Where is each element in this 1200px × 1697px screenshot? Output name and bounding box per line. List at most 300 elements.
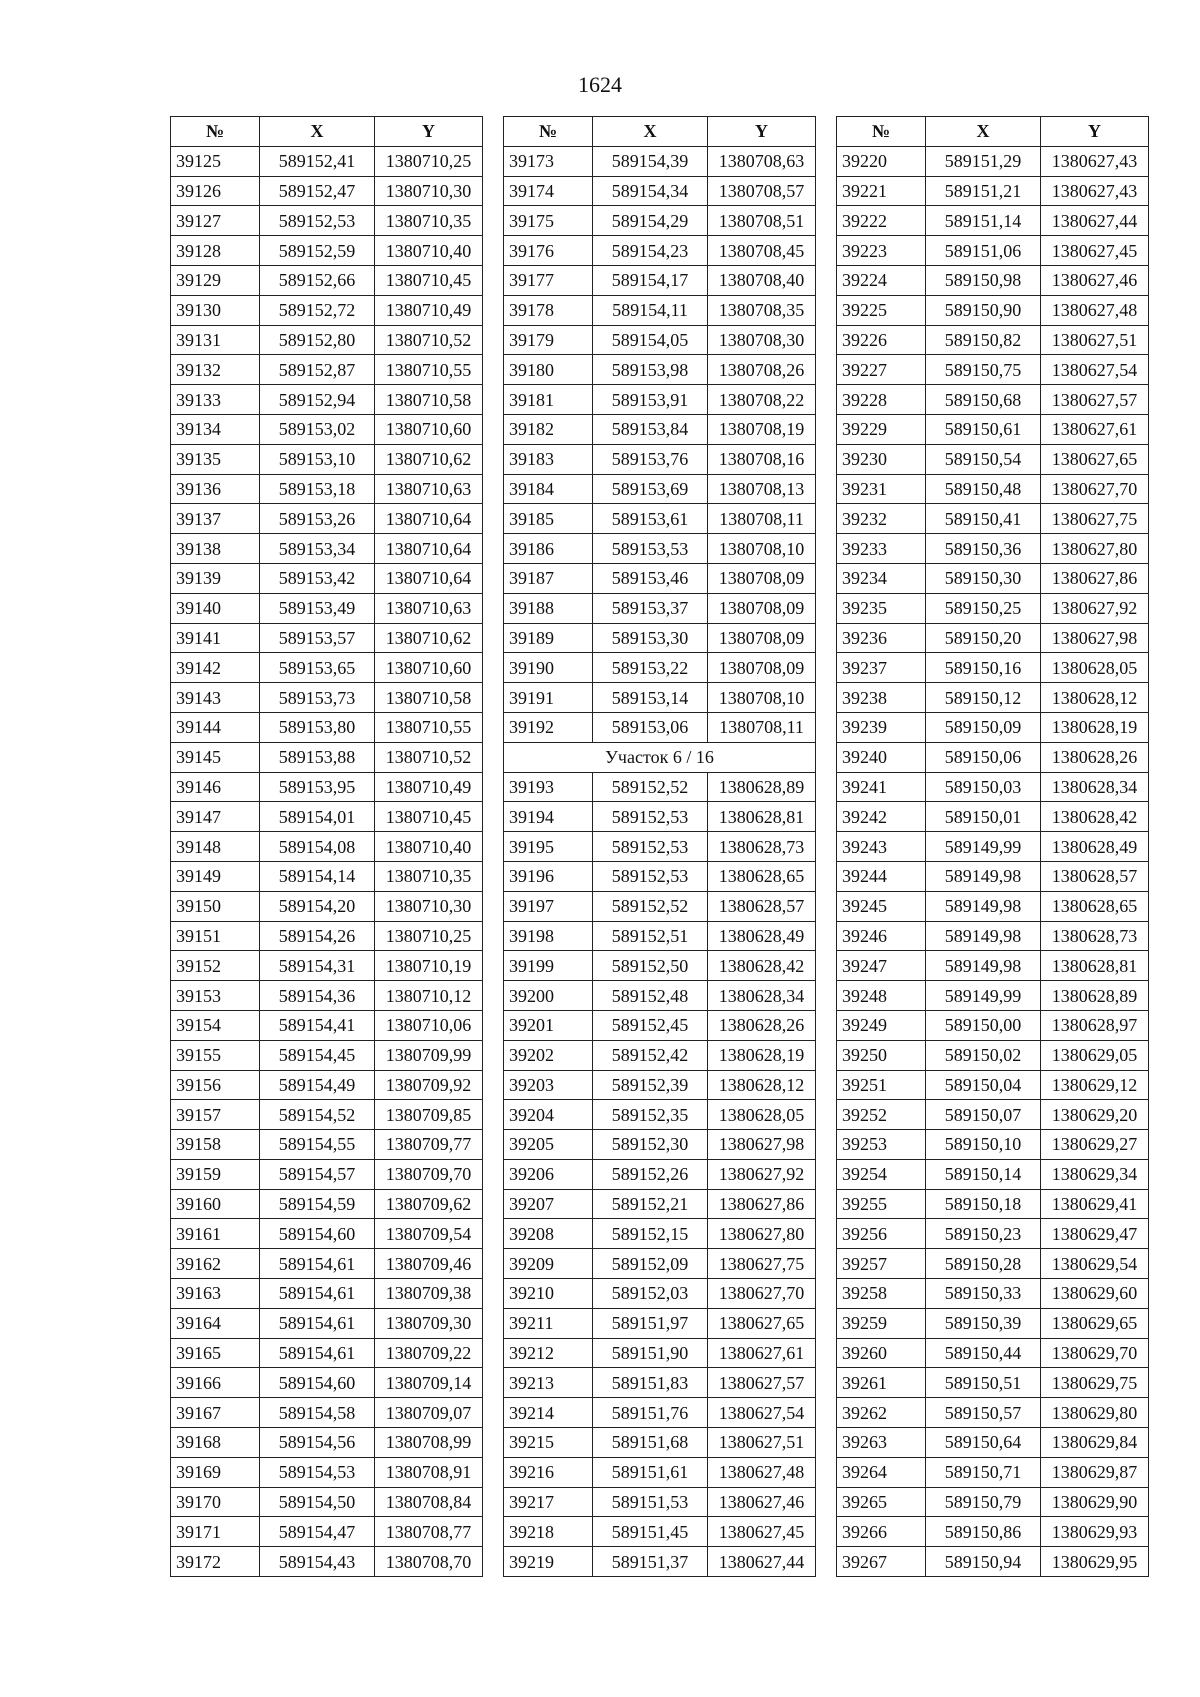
x-coordinate: 589153,37: [593, 593, 708, 623]
x-coordinate: 589154,31: [260, 951, 375, 981]
point-number: 39172: [171, 1547, 260, 1577]
table-row: [171, 1338, 483, 1368]
point-number: 39192: [504, 712, 593, 742]
table-row: [837, 265, 1149, 295]
y-coordinate: 1380627,48: [708, 1457, 816, 1487]
point-number: 39197: [504, 891, 593, 921]
point-number: 39209: [504, 1249, 593, 1279]
y-coordinate: 1380629,60: [1041, 1279, 1149, 1309]
point-number: 39238: [837, 683, 926, 713]
x-coordinate: 589152,30: [593, 1130, 708, 1160]
y-coordinate: 1380629,05: [1041, 1040, 1149, 1070]
point-number: 39204: [504, 1100, 593, 1130]
table-row: [171, 1010, 483, 1040]
point-number: 39255: [837, 1189, 926, 1219]
point-number: 39249: [837, 1010, 926, 1040]
point-number: 39265: [837, 1487, 926, 1517]
y-coordinate: 1380710,63: [375, 474, 483, 504]
table-row: [171, 712, 483, 742]
table-row: [837, 951, 1149, 981]
header-number: №: [171, 117, 260, 147]
point-number: 39134: [171, 414, 260, 444]
point-number: 39218: [504, 1517, 593, 1547]
point-number: 39259: [837, 1308, 926, 1338]
y-coordinate: 1380710,55: [375, 712, 483, 742]
x-coordinate: 589153,84: [593, 414, 708, 444]
y-coordinate: 1380710,30: [375, 891, 483, 921]
table-row: [504, 1428, 816, 1458]
point-number: 39252: [837, 1100, 926, 1130]
y-coordinate: 1380628,73: [1041, 921, 1149, 951]
x-coordinate: 589152,45: [593, 1010, 708, 1040]
point-number: 39175: [504, 206, 593, 236]
table-row: [171, 861, 483, 891]
y-coordinate: 1380627,75: [1041, 504, 1149, 534]
y-coordinate: 1380708,70: [375, 1547, 483, 1577]
table-row: [504, 236, 816, 266]
x-coordinate: 589150,39: [926, 1308, 1041, 1338]
table-row: [504, 1100, 816, 1130]
x-coordinate: 589152,80: [260, 325, 375, 355]
y-coordinate: 1380628,26: [708, 1010, 816, 1040]
point-number: 39165: [171, 1338, 260, 1368]
point-number: 39177: [504, 265, 593, 295]
table-row: [171, 355, 483, 385]
y-coordinate: 1380628,19: [708, 1040, 816, 1070]
point-number: 39220: [837, 146, 926, 176]
x-coordinate: 589150,48: [926, 474, 1041, 504]
y-coordinate: 1380708,11: [708, 712, 816, 742]
point-number: 39187: [504, 563, 593, 593]
y-coordinate: 1380708,09: [708, 623, 816, 653]
y-coordinate: 1380628,81: [1041, 951, 1149, 981]
x-coordinate: 589151,14: [926, 206, 1041, 236]
y-coordinate: 1380710,06: [375, 1010, 483, 1040]
point-number: 39147: [171, 802, 260, 832]
x-coordinate: 589152,59: [260, 236, 375, 266]
y-coordinate: 1380627,92: [708, 1159, 816, 1189]
x-coordinate: 589150,98: [926, 265, 1041, 295]
y-coordinate: 1380709,46: [375, 1249, 483, 1279]
x-coordinate: 589152,66: [260, 265, 375, 295]
y-coordinate: 1380709,85: [375, 1100, 483, 1130]
y-coordinate: 1380628,73: [708, 832, 816, 862]
point-number: 39228: [837, 385, 926, 415]
y-coordinate: 1380627,44: [1041, 206, 1149, 236]
y-coordinate: 1380710,12: [375, 981, 483, 1011]
y-coordinate: 1380627,57: [708, 1368, 816, 1398]
table-row: [171, 1547, 483, 1577]
table-row: [837, 742, 1149, 772]
y-coordinate: 1380627,65: [1041, 444, 1149, 474]
point-number: 39199: [504, 951, 593, 981]
y-coordinate: 1380627,54: [1041, 355, 1149, 385]
point-number: 39247: [837, 951, 926, 981]
x-coordinate: 589153,18: [260, 474, 375, 504]
point-number: 39138: [171, 534, 260, 564]
point-number: 39245: [837, 891, 926, 921]
point-number: 39217: [504, 1487, 593, 1517]
y-coordinate: 1380627,61: [708, 1338, 816, 1368]
x-coordinate: 589152,09: [593, 1249, 708, 1279]
x-coordinate: 589150,12: [926, 683, 1041, 713]
y-coordinate: 1380627,51: [708, 1428, 816, 1458]
y-coordinate: 1380629,84: [1041, 1428, 1149, 1458]
table-row: [504, 1279, 816, 1309]
point-number: 39170: [171, 1487, 260, 1517]
table-row: [837, 772, 1149, 802]
table-row: [837, 1487, 1149, 1517]
table-row: [837, 1428, 1149, 1458]
y-coordinate: 1380629,80: [1041, 1398, 1149, 1428]
y-coordinate: 1380627,86: [1041, 563, 1149, 593]
table-row: [837, 1159, 1149, 1189]
table-row: [837, 504, 1149, 534]
point-number: 39234: [837, 563, 926, 593]
x-coordinate: 589151,90: [593, 1338, 708, 1368]
y-coordinate: 1380708,40: [708, 265, 816, 295]
table-row: [504, 951, 816, 981]
y-coordinate: 1380627,43: [1041, 146, 1149, 176]
point-number: 39221: [837, 176, 926, 206]
point-number: 39144: [171, 712, 260, 742]
header-x: X: [260, 117, 375, 147]
point-number: 39137: [171, 504, 260, 534]
x-coordinate: 589154,08: [260, 832, 375, 862]
point-number: 39131: [171, 325, 260, 355]
table-row: [504, 1398, 816, 1428]
point-number: 39194: [504, 802, 593, 832]
x-coordinate: 589150,94: [926, 1547, 1041, 1577]
x-coordinate: 589152,51: [593, 921, 708, 951]
x-coordinate: 589150,14: [926, 1159, 1041, 1189]
y-coordinate: 1380710,35: [375, 861, 483, 891]
x-coordinate: 589151,45: [593, 1517, 708, 1547]
x-coordinate: 589150,41: [926, 504, 1041, 534]
x-coordinate: 589153,69: [593, 474, 708, 504]
point-number: 39244: [837, 861, 926, 891]
y-coordinate: 1380629,95: [1041, 1547, 1149, 1577]
x-coordinate: 589154,45: [260, 1040, 375, 1070]
point-number: 39167: [171, 1398, 260, 1428]
x-coordinate: 589154,59: [260, 1189, 375, 1219]
x-coordinate: 589154,26: [260, 921, 375, 951]
table-row: [171, 1159, 483, 1189]
table-row: [171, 802, 483, 832]
y-coordinate: 1380708,99: [375, 1428, 483, 1458]
table-row: [504, 206, 816, 236]
x-coordinate: 589151,61: [593, 1457, 708, 1487]
table-row: [837, 1279, 1149, 1309]
table-row: [504, 414, 816, 444]
point-number: 39262: [837, 1398, 926, 1428]
point-number: 39125: [171, 146, 260, 176]
y-coordinate: 1380708,19: [708, 414, 816, 444]
table-row: [171, 1308, 483, 1338]
point-number: 39156: [171, 1070, 260, 1100]
table-row: [171, 623, 483, 653]
table-row: [837, 534, 1149, 564]
y-coordinate: 1380629,87: [1041, 1457, 1149, 1487]
point-number: 39212: [504, 1338, 593, 1368]
y-coordinate: 1380629,54: [1041, 1249, 1149, 1279]
y-coordinate: 1380628,57: [1041, 861, 1149, 891]
x-coordinate: 589152,41: [260, 146, 375, 176]
y-coordinate: 1380708,51: [708, 206, 816, 236]
x-coordinate: 589154,11: [593, 295, 708, 325]
x-coordinate: 589152,39: [593, 1070, 708, 1100]
y-coordinate: 1380628,34: [708, 981, 816, 1011]
point-number: 39145: [171, 742, 260, 772]
point-number: 39225: [837, 295, 926, 325]
y-coordinate: 1380708,10: [708, 534, 816, 564]
x-coordinate: 589152,15: [593, 1219, 708, 1249]
point-number: 39205: [504, 1130, 593, 1160]
y-coordinate: 1380710,40: [375, 236, 483, 266]
x-coordinate: 589152,35: [593, 1100, 708, 1130]
x-coordinate: 589150,10: [926, 1130, 1041, 1160]
y-coordinate: 1380710,49: [375, 295, 483, 325]
table-row: [837, 385, 1149, 415]
y-coordinate: 1380710,30: [375, 176, 483, 206]
y-coordinate: 1380627,57: [1041, 385, 1149, 415]
x-coordinate: 589154,01: [260, 802, 375, 832]
y-coordinate: 1380627,45: [708, 1517, 816, 1547]
header-number: №: [504, 117, 593, 147]
point-number: 39186: [504, 534, 593, 564]
x-coordinate: 589153,91: [593, 385, 708, 415]
y-coordinate: 1380628,12: [708, 1070, 816, 1100]
x-coordinate: 589153,30: [593, 623, 708, 653]
table-row: [837, 206, 1149, 236]
table-row: [504, 772, 816, 802]
table-row: [837, 325, 1149, 355]
x-coordinate: 589152,50: [593, 951, 708, 981]
x-coordinate: 589150,23: [926, 1219, 1041, 1249]
y-coordinate: 1380627,98: [1041, 623, 1149, 653]
x-coordinate: 589153,42: [260, 563, 375, 593]
point-number: 39242: [837, 802, 926, 832]
y-coordinate: 1380710,58: [375, 385, 483, 415]
point-number: 39176: [504, 236, 593, 266]
table-row: [837, 563, 1149, 593]
y-coordinate: 1380709,30: [375, 1308, 483, 1338]
x-coordinate: 589154,29: [593, 206, 708, 236]
header-x: X: [593, 117, 708, 147]
table-row: [837, 981, 1149, 1011]
point-number: 39129: [171, 265, 260, 295]
y-coordinate: 1380628,89: [1041, 981, 1149, 1011]
table-row: [171, 176, 483, 206]
x-coordinate: 589152,42: [593, 1040, 708, 1070]
x-coordinate: 589153,57: [260, 623, 375, 653]
y-coordinate: 1380627,70: [708, 1279, 816, 1309]
x-coordinate: 589154,53: [260, 1457, 375, 1487]
point-number: 39160: [171, 1189, 260, 1219]
table-row: [837, 1308, 1149, 1338]
y-coordinate: 1380708,35: [708, 295, 816, 325]
point-number: 39168: [171, 1428, 260, 1458]
y-coordinate: 1380708,16: [708, 444, 816, 474]
table-row: [171, 385, 483, 415]
x-coordinate: 589151,21: [926, 176, 1041, 206]
x-coordinate: 589154,23: [593, 236, 708, 266]
x-coordinate: 589154,56: [260, 1428, 375, 1458]
table-row: [837, 1010, 1149, 1040]
point-number: 39203: [504, 1070, 593, 1100]
table-row: [837, 1070, 1149, 1100]
header-y: Y: [708, 117, 816, 147]
x-coordinate: 589151,83: [593, 1368, 708, 1398]
x-coordinate: 589154,52: [260, 1100, 375, 1130]
y-coordinate: 1380629,27: [1041, 1130, 1149, 1160]
point-number: 39251: [837, 1070, 926, 1100]
table-row: [504, 1189, 816, 1219]
coordinates-table-1: [170, 116, 483, 1577]
x-coordinate: 589153,46: [593, 563, 708, 593]
point-number: 39130: [171, 295, 260, 325]
table-row: [171, 891, 483, 921]
point-number: 39182: [504, 414, 593, 444]
x-coordinate: 589149,98: [926, 891, 1041, 921]
table-row: [504, 1487, 816, 1517]
point-number: 39173: [504, 146, 593, 176]
x-coordinate: 589151,76: [593, 1398, 708, 1428]
x-coordinate: 589150,71: [926, 1457, 1041, 1487]
x-coordinate: 589153,65: [260, 653, 375, 683]
point-number: 39233: [837, 534, 926, 564]
point-number: 39208: [504, 1219, 593, 1249]
y-coordinate: 1380710,62: [375, 444, 483, 474]
table-row: [837, 1219, 1149, 1249]
table-row: [171, 921, 483, 951]
point-number: 39195: [504, 832, 593, 862]
x-coordinate: 589154,50: [260, 1487, 375, 1517]
point-number: 39222: [837, 206, 926, 236]
point-number: 39153: [171, 981, 260, 1011]
point-number: 39243: [837, 832, 926, 862]
y-coordinate: 1380709,99: [375, 1040, 483, 1070]
y-coordinate: 1380629,65: [1041, 1308, 1149, 1338]
table-row: [171, 1189, 483, 1219]
x-coordinate: 589152,53: [593, 802, 708, 832]
point-number: 39236: [837, 623, 926, 653]
x-coordinate: 589153,49: [260, 593, 375, 623]
x-coordinate: 589154,05: [593, 325, 708, 355]
x-coordinate: 589152,53: [593, 832, 708, 862]
x-coordinate: 589149,98: [926, 861, 1041, 891]
y-coordinate: 1380628,42: [708, 951, 816, 981]
point-number: 39229: [837, 414, 926, 444]
x-coordinate: 589153,61: [593, 504, 708, 534]
y-coordinate: 1380710,60: [375, 653, 483, 683]
table-row: [171, 474, 483, 504]
point-number: 39174: [504, 176, 593, 206]
y-coordinate: 1380627,98: [708, 1130, 816, 1160]
point-number: 39231: [837, 474, 926, 504]
x-coordinate: 589150,28: [926, 1249, 1041, 1279]
y-coordinate: 1380710,52: [375, 742, 483, 772]
y-coordinate: 1380627,80: [1041, 534, 1149, 564]
x-coordinate: 589154,14: [260, 861, 375, 891]
table-row: [504, 176, 816, 206]
point-number: 39152: [171, 951, 260, 981]
x-coordinate: 589154,47: [260, 1517, 375, 1547]
table-row: [837, 832, 1149, 862]
y-coordinate: 1380627,65: [708, 1308, 816, 1338]
table-row: [837, 1040, 1149, 1070]
table-row: [171, 1249, 483, 1279]
point-number: 39132: [171, 355, 260, 385]
x-coordinate: 589150,54: [926, 444, 1041, 474]
point-number: 39141: [171, 623, 260, 653]
y-coordinate: 1380629,75: [1041, 1368, 1149, 1398]
y-coordinate: 1380629,20: [1041, 1100, 1149, 1130]
x-coordinate: 589152,21: [593, 1189, 708, 1219]
table-row: [837, 474, 1149, 504]
table-row: [504, 295, 816, 325]
point-number: 39178: [504, 295, 593, 325]
x-coordinate: 589150,36: [926, 534, 1041, 564]
point-number: 39161: [171, 1219, 260, 1249]
x-coordinate: 589149,98: [926, 921, 1041, 951]
table-row: [837, 1547, 1149, 1577]
x-coordinate: 589153,26: [260, 504, 375, 534]
table-row: [837, 623, 1149, 653]
table-header-row: [837, 117, 1149, 147]
point-number: 39267: [837, 1547, 926, 1577]
point-number: 39230: [837, 444, 926, 474]
y-coordinate: 1380628,34: [1041, 772, 1149, 802]
table-row: [171, 1398, 483, 1428]
point-number: 39189: [504, 623, 593, 653]
table-row: [504, 802, 816, 832]
point-number: 39180: [504, 355, 593, 385]
x-coordinate: 589152,52: [593, 891, 708, 921]
point-number: 39237: [837, 653, 926, 683]
table-row: [504, 1040, 816, 1070]
point-number: 39214: [504, 1398, 593, 1428]
header-number: №: [837, 117, 926, 147]
table-row: [171, 951, 483, 981]
y-coordinate: 1380628,65: [1041, 891, 1149, 921]
table-row: [837, 891, 1149, 921]
table-row: [837, 1338, 1149, 1368]
x-coordinate: 589150,16: [926, 653, 1041, 683]
x-coordinate: 589150,07: [926, 1100, 1041, 1130]
x-coordinate: 589154,60: [260, 1219, 375, 1249]
table-row: [837, 1517, 1149, 1547]
table-row: [504, 1517, 816, 1547]
y-coordinate: 1380710,45: [375, 265, 483, 295]
y-coordinate: 1380627,61: [1041, 414, 1149, 444]
y-coordinate: 1380710,19: [375, 951, 483, 981]
y-coordinate: 1380627,44: [708, 1547, 816, 1577]
y-coordinate: 1380709,70: [375, 1159, 483, 1189]
y-coordinate: 1380710,58: [375, 683, 483, 713]
table-row: [837, 802, 1149, 832]
y-coordinate: 1380708,22: [708, 385, 816, 415]
table-row: [504, 981, 816, 1011]
coordinates-table-2: [503, 116, 816, 1577]
x-coordinate: 589152,26: [593, 1159, 708, 1189]
point-number: 39257: [837, 1249, 926, 1279]
x-coordinate: 589153,02: [260, 414, 375, 444]
y-coordinate: 1380709,22: [375, 1338, 483, 1368]
x-coordinate: 589151,06: [926, 236, 1041, 266]
point-number: 39183: [504, 444, 593, 474]
table-row: [171, 534, 483, 564]
